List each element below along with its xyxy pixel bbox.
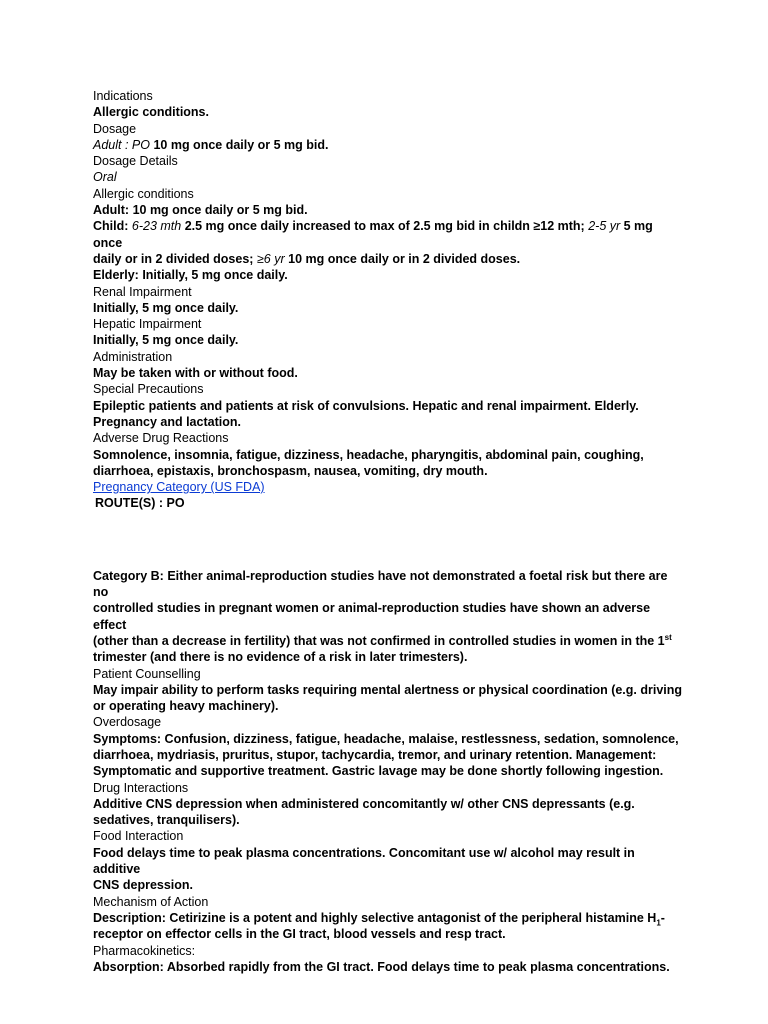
dosage-details-heading: Dosage Details <box>93 154 178 169</box>
child-prefix: Child: <box>93 219 132 234</box>
hepatic-impairment-heading: Hepatic Impairment <box>93 317 202 332</box>
overdosage-text-1: Symptoms: Confusion, dizziness, fatigue, headache, malaise, restlessness, sedation, somnolence, <box>93 731 679 746</box>
pregnancy-category-link[interactable]: Pregnancy Category (US FDA) <box>93 480 265 495</box>
food-interaction-text-2: CNS depression. <box>93 878 194 893</box>
child-dosage-text-3: daily or in 2 divided doses; <box>93 251 257 266</box>
counselling-text-1: May impair ability to perform tasks requiring mental alertness or physical coordination (e.g. driving <box>93 682 683 697</box>
precautions-text-2: Pregnancy and lactation. <box>93 414 241 429</box>
renal-impairment-heading: Renal Impairment <box>93 284 192 299</box>
route-text: ROUTE(S) : PO <box>95 496 185 511</box>
adult-dosage-text: Adult: 10 mg once daily or 5 mg bid. <box>93 203 308 218</box>
allergic-conditions-heading: Allergic conditions <box>93 186 194 201</box>
dosage-route: Adult : PO <box>93 137 150 152</box>
hepatic-impairment-text: Initially, 5 mg once daily. <box>93 333 239 348</box>
interactions-text-2: sedatives, tranquilisers). <box>93 813 240 828</box>
child-age-range-3: ≥6 yr <box>256 251 285 266</box>
oral-route-label: Oral <box>93 170 117 185</box>
child-dosage-text-2: 5 mg once <box>93 219 657 250</box>
document-page <box>93 88 683 975</box>
adverse-reactions-text-2: diarrhoea, epistaxis, bronchospasm, nausea, vomiting, dry mouth. <box>93 463 488 478</box>
category-text-2: controlled studies in pregnant women or animal-reproduction studies have shown an adverse effect <box>93 601 654 632</box>
category-text-1: Category B: Either animal-reproduction studies have not demonstrated a foetal risk but there are no <box>93 568 671 600</box>
pregnancy-category-link-line <box>93 479 683 495</box>
counselling-text-2: or operating heavy machinery). <box>93 699 279 714</box>
renal-impairment-text: Initially, 5 mg once daily. <box>93 300 239 315</box>
mechanism-text-2: receptor on effector cells in the GI tract, blood vessels and resp tract. <box>93 927 506 942</box>
category-text-4: trimester (and there is no evidence of a risk in later trimesters). <box>93 650 468 665</box>
interactions-text-1: Additive CNS depression when administered concomitantly w/ other CNS depressants (e.g. <box>93 796 635 811</box>
drug-interactions-heading: Drug Interactions <box>93 780 189 795</box>
elderly-dosage-text: Elderly: Initially, 5 mg once daily. <box>93 268 288 283</box>
dosage-line <box>93 137 683 153</box>
precautions-text-1: Epileptic patients and patients at risk of convulsions. Hepatic and renal impairment. Elderly. <box>93 398 639 413</box>
indications-text: Allergic conditions. <box>93 105 209 120</box>
mechanism-text-1 <box>93 910 683 926</box>
mechanism-subscript: 1 <box>656 918 661 928</box>
absorption-text: Absorption: Absorbed rapidly from the GI tract. Food delays time to peak plasma concentrations. <box>93 959 670 974</box>
child-age-range-1: 6-23 mth <box>131 219 182 234</box>
special-precautions-heading: Special Precautions <box>93 382 204 397</box>
child-dosage-text-1: 2.5 mg once daily increased to max of 2.5 mg bid in childn ≥12 mth; <box>181 219 589 234</box>
patient-counselling-heading: Patient Counselling <box>93 666 201 681</box>
category-text-3 <box>93 633 683 649</box>
indications-heading: Indications <box>93 89 153 103</box>
adverse-reactions-heading: Adverse Drug Reactions <box>93 431 229 446</box>
child-dosage-line-1 <box>93 218 683 251</box>
dosage-text: 10 mg once daily or 5 mg bid. <box>149 137 329 152</box>
food-interaction-text-1: Food delays time to peak plasma concentrations. Concomitant use w/ alcohol may result in additive <box>93 845 639 877</box>
pharmacokinetics-heading: Pharmacokinetics: <box>93 943 196 958</box>
category-text-3-main: (other than a decrease in fertility) that was not confirmed in controlled studies in women in the 1 <box>93 633 665 648</box>
overdosage-heading: Overdosage <box>93 715 162 730</box>
administration-text: May be taken with or without food. <box>93 366 298 381</box>
category-superscript: st <box>664 632 672 642</box>
mechanism-text-1-end: - <box>660 910 665 925</box>
dosage-heading: Dosage <box>93 121 137 136</box>
food-interaction-heading: Food Interaction <box>93 829 184 844</box>
child-age-range-2: 2-5 yr <box>588 219 621 234</box>
section-spacer <box>93 512 683 568</box>
adverse-reactions-text-1: Somnolence, insomnia, fatigue, dizziness, headache, pharyngitis, abdominal pain, coughing, <box>93 447 644 462</box>
mechanism-heading: Mechanism of Action <box>93 894 209 909</box>
child-dosage-text-4: 10 mg once daily or in 2 divided doses. <box>284 251 521 266</box>
administration-heading: Administration <box>93 349 173 364</box>
overdosage-text-3: Symptomatic and supportive treatment. Gastric lavage may be done shortly following ingestion. <box>93 764 664 779</box>
child-dosage-line-2 <box>93 251 683 267</box>
mechanism-text-1-main: Description: Cetirizine is a potent and highly selective antagonist of the peripheral histamine H <box>93 910 657 925</box>
overdosage-text-2: diarrhoea, mydriasis, pruritus, stupor, tachycardia, tremor, and urinary retention. Management: <box>93 747 657 762</box>
